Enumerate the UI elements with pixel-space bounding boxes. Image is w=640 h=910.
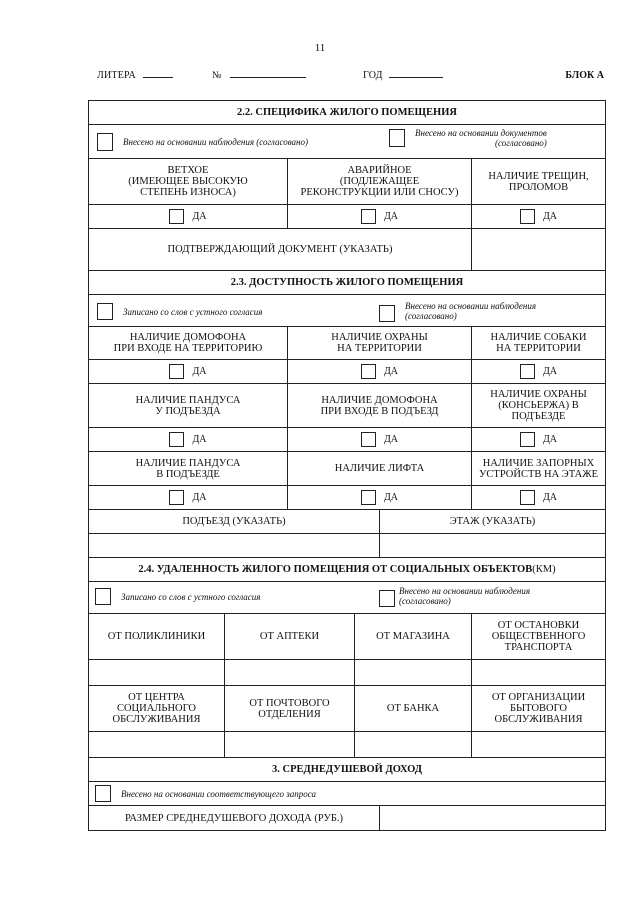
entrance-input[interactable] bbox=[89, 534, 379, 557]
block-label: БЛОК А bbox=[565, 70, 604, 81]
section-2-4-title: 2.4. УДАЛЕННОСТЬ ЖИЛОГО ПОМЕЩЕНИЯ ОТ СОЦИАЛЬНЫХ ОБЪЕКТОВ (КМ) bbox=[138, 564, 556, 575]
section-2-2-title: 2.2. СПЕЦИФИКА ЖИЛОГО ПОМЕЩЕНИЯ bbox=[237, 107, 457, 118]
household-services-distance-input[interactable] bbox=[471, 732, 605, 757]
checkbox-documents[interactable] bbox=[389, 129, 405, 147]
clinic-distance-input[interactable] bbox=[89, 660, 224, 685]
entrance-label: ПОДЪЕЗД (УКАЗАТЬ) bbox=[182, 516, 286, 527]
checkbox-ramp-in-entrance-yes[interactable] bbox=[169, 490, 184, 505]
header-elevator: НАЛИЧИЕ ЛИФТА bbox=[287, 452, 471, 485]
option-observation-label: Внесено на основании наблюдения (согласовано) bbox=[123, 137, 309, 147]
yes-label: ДА bbox=[192, 492, 207, 503]
header-pharmacy: ОТ АПТЕКИ bbox=[224, 614, 354, 659]
section-2-3-options bbox=[89, 295, 605, 327]
document-input[interactable] bbox=[471, 229, 605, 270]
option-verbal-consent-label: Записано со слов с устного согласия bbox=[121, 591, 261, 602]
header-ramp-entrance: НАЛИЧИЕ ПАНДУСА У ПОДЪЕЗДА bbox=[135, 394, 241, 417]
section-2-3-row3-yes bbox=[89, 486, 605, 510]
yes-label: ДА bbox=[542, 211, 558, 222]
bus-stop-distance-input[interactable] bbox=[471, 660, 605, 685]
option-documents-label: Внесено на основании документов (согласовано) bbox=[415, 128, 547, 148]
income-label: РАЗМЕР СРЕДНЕДУШЕВОГО ДОХОДА (РУБ.) bbox=[124, 812, 344, 824]
header-intercom-territory: НАЛИЧИЕ ДОМОФОНА ПРИ ВХОДЕ НА ТЕРРИТОРИЮ bbox=[113, 332, 263, 354]
post-office-distance-input[interactable] bbox=[224, 732, 354, 757]
litera-blank[interactable] bbox=[143, 77, 173, 78]
checkbox-concierge-yes[interactable] bbox=[520, 432, 535, 447]
checkbox-verbal-consent-2-4[interactable] bbox=[95, 588, 111, 605]
header-dog-territory: НАЛИЧИЕ СОБАКИ НА ТЕРРИТОРИИ bbox=[471, 327, 605, 359]
section-3-income-row bbox=[89, 806, 605, 830]
checkbox-observation[interactable] bbox=[97, 133, 113, 151]
yes-label: ДА bbox=[192, 366, 207, 377]
yes-label: ДА bbox=[192, 434, 207, 445]
section-2-2-yes-row bbox=[89, 205, 605, 229]
social-center-distance-input[interactable] bbox=[89, 732, 224, 757]
header-shop: ОТ МАГАЗИНА bbox=[354, 614, 471, 659]
shop-distance-input[interactable] bbox=[354, 660, 471, 685]
section-2-4-options bbox=[89, 582, 605, 614]
section-3-title: 3. СРЕДНЕДУШЕВОЙ ДОХОД bbox=[272, 764, 422, 775]
pharmacy-distance-input[interactable] bbox=[224, 660, 354, 685]
header-ramp-in-entrance: НАЛИЧИЕ ПАНДУСА В ПОДЪЕЗДЕ bbox=[135, 457, 241, 480]
checkbox-intercom-territory-yes[interactable] bbox=[169, 364, 184, 379]
checkbox-observation-2-4[interactable] bbox=[379, 590, 395, 607]
section-2-4-title-row bbox=[89, 558, 605, 582]
checkbox-dog-territory-yes[interactable] bbox=[520, 364, 535, 379]
yes-label: ДА bbox=[383, 366, 399, 377]
checkbox-guard-territory-yes[interactable] bbox=[361, 364, 376, 379]
section-3-options bbox=[89, 782, 605, 806]
header-guard-territory: НАЛИЧИЕ ОХРАНЫ НА ТЕРРИТОРИИ bbox=[287, 327, 471, 359]
checkbox-ramp-entrance-yes[interactable] bbox=[169, 432, 184, 447]
checkbox-emergency-yes[interactable] bbox=[361, 209, 376, 224]
section-2-3-row1-headers bbox=[89, 327, 605, 360]
checkbox-intercom-entrance-yes[interactable] bbox=[361, 432, 376, 447]
page-number: 11 bbox=[314, 42, 326, 54]
header-bank: ОТ БАНКА bbox=[354, 686, 471, 731]
option-income-request-label: Внесено на основании соответствующего запроса bbox=[121, 788, 316, 799]
section-2-3-row3-headers bbox=[89, 452, 605, 486]
section-2-2-title-row bbox=[89, 101, 605, 125]
checkbox-elevator-yes[interactable] bbox=[361, 490, 376, 505]
header-dilapidated: ВЕТХОЕ (ИМЕЮЩЕЕ ВЫСОКУЮ СТЕПЕНЬ ИЗНОСА) bbox=[128, 165, 248, 198]
year-field bbox=[363, 70, 443, 81]
section-2-3-row2-headers bbox=[89, 384, 605, 428]
yes-label: ДА bbox=[542, 434, 558, 445]
option-verbal-consent-label: Записано со слов с устного согласия bbox=[123, 306, 263, 317]
section-2-2-document-row bbox=[89, 229, 605, 271]
header-floor-locks: НАЛИЧИЕ ЗАПОРНЫХ УСТРОЙСТВ НА ЭТАЖЕ bbox=[471, 452, 605, 485]
litera-label: ЛИТЕРА bbox=[97, 70, 136, 81]
yes-label: ДА bbox=[542, 366, 558, 377]
header-cracks: НАЛИЧИЕ ТРЕЩИН, ПРОЛОМОВ bbox=[471, 159, 605, 204]
number-label: № bbox=[212, 70, 222, 81]
yes-label: ДА bbox=[542, 492, 558, 503]
header-bus-stop: ОТ ОСТАНОВКИ ОБЩЕСТВЕННОГО ТРАНСПОРТА bbox=[471, 614, 605, 659]
year-blank[interactable] bbox=[389, 77, 443, 78]
year-label: ГОД bbox=[363, 70, 383, 81]
header-social-center: ОТ ЦЕНТРА СОЦИАЛЬНОГО ОБСЛУЖИВАНИЯ bbox=[112, 692, 201, 725]
option-observation-label: Внесено на основании наблюдения (согласовано) bbox=[405, 300, 537, 321]
floor-input[interactable] bbox=[379, 534, 605, 557]
checkbox-floor-locks-yes[interactable] bbox=[520, 490, 535, 505]
document-label: ПОДТВЕРЖДАЮЩИЙ ДОКУМЕНТ (УКАЗАТЬ) bbox=[167, 244, 393, 255]
income-input[interactable] bbox=[379, 806, 605, 830]
yes-label: ДА bbox=[383, 211, 399, 222]
section-2-2-headers bbox=[89, 159, 605, 205]
header-post-office: ОТ ПОЧТОВОГО ОТДЕЛЕНИЯ bbox=[224, 686, 354, 731]
checkbox-verbal-consent[interactable] bbox=[97, 303, 113, 320]
checkbox-income-request[interactable] bbox=[95, 785, 111, 802]
yes-label: ДА bbox=[383, 434, 399, 445]
number-field bbox=[212, 70, 306, 81]
section-2-4-row2-inputs bbox=[89, 732, 605, 758]
entrance-floor-inputs bbox=[89, 534, 605, 558]
yes-label: ДА bbox=[192, 211, 207, 222]
header-emergency: АВАРИЙНОЕ (ПОДЛЕЖАЩЕЕ РЕКОНСТРУКЦИИ ИЛИ СНОСУ) bbox=[287, 159, 471, 204]
section-2-3-title-row bbox=[89, 271, 605, 295]
section-3-title-row bbox=[89, 758, 605, 782]
checkbox-dilapidated-yes[interactable] bbox=[169, 209, 184, 224]
section-2-3-row1-yes bbox=[89, 360, 605, 384]
checkbox-cracks-yes[interactable] bbox=[520, 209, 535, 224]
number-blank[interactable] bbox=[230, 77, 306, 78]
floor-label: ЭТАЖ (УКАЗАТЬ) bbox=[379, 510, 605, 533]
entrance-floor-labels bbox=[89, 510, 605, 534]
section-2-3-title: 2.3. ДОСТУПНОСТЬ ЖИЛОГО ПОМЕЩЕНИЯ bbox=[230, 277, 464, 288]
header-household-services: ОТ ОРГАНИЗАЦИИ БЫТОВОГО ОБСЛУЖИВАНИЯ bbox=[471, 686, 605, 731]
form-table bbox=[88, 100, 606, 831]
yes-label: ДА bbox=[383, 492, 399, 503]
litera-field bbox=[97, 70, 173, 81]
section-2-4-row2-headers bbox=[89, 686, 605, 732]
option-observation-label: Внесено на основании наблюдения (согласовано) bbox=[399, 586, 531, 606]
section-2-3-row2-yes bbox=[89, 428, 605, 452]
header-clinic: ОТ ПОЛИКЛИНИКИ bbox=[107, 631, 206, 642]
section-2-4-row1-headers bbox=[89, 614, 605, 660]
header-intercom-entrance: НАЛИЧИЕ ДОМОФОНА ПРИ ВХОДЕ В ПОДЪЕЗД bbox=[287, 384, 471, 427]
bank-distance-input[interactable] bbox=[354, 732, 471, 757]
section-2-2-options bbox=[89, 125, 605, 159]
section-2-4-row1-inputs bbox=[89, 660, 605, 686]
checkbox-observation-2-3[interactable] bbox=[379, 305, 395, 322]
header-concierge: НАЛИЧИЕ ОХРАНЫ (КОНСЬЕРЖА) В ПОДЪЕЗДЕ bbox=[471, 384, 605, 427]
